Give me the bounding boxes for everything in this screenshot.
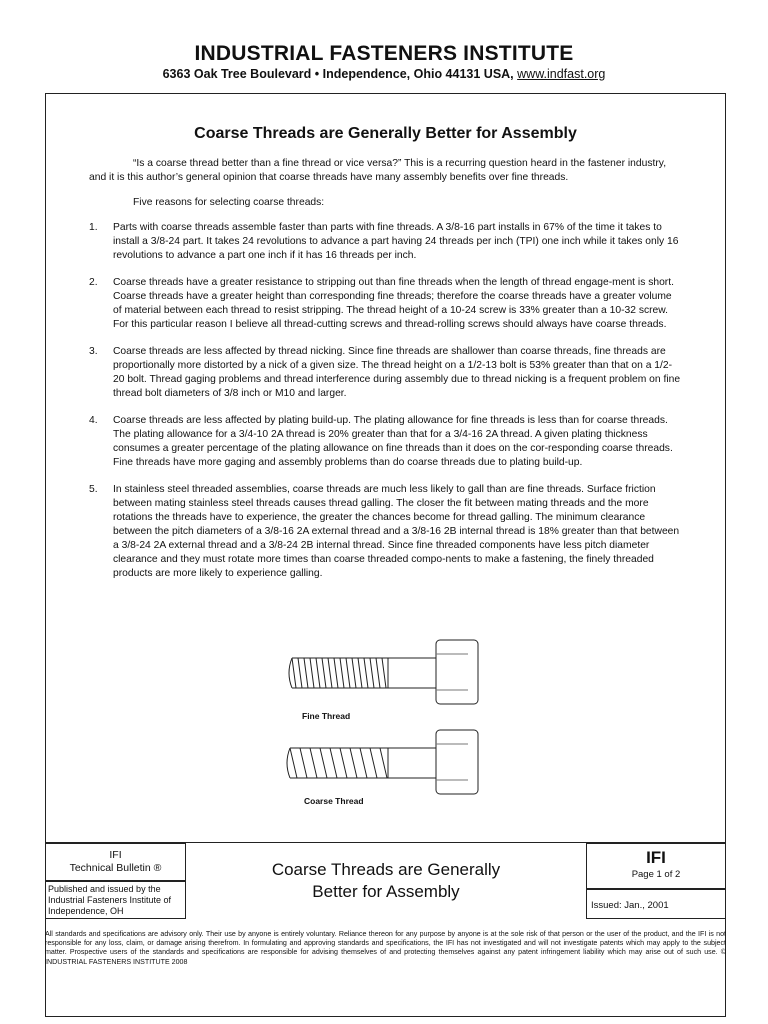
ifi-logo: IFI — [646, 848, 666, 867]
list-number: 4. — [89, 415, 98, 426]
list-text: Coarse threads have a greater resistance to stripping out than fine threads when the length of thread engage-ment is short. Coarse threads have a greater height than corresponding fine threads; therefore the coarse threads have a greater volume of material between each thread to resist stripping. The thread height of a 10-24 screw is 33% greater than a 10-32 screw. For this particular reason I believe all thread-cutting screws and thread-rolling screws should always have coarse threads. — [113, 277, 674, 330]
list-item — [89, 276, 681, 332]
ifi-label: IFI — [109, 849, 122, 861]
list-number: 3. — [89, 346, 98, 357]
footer-title-line1: Coarse Threads are Generally — [271, 860, 501, 879]
coarse-thread-screw — [287, 730, 478, 794]
list-number: 2. — [89, 277, 98, 288]
list-text: Coarse threads are less affected by plating build-up. The plating allowance for fine threads is less than for coarse threads. The plating allowance for a 3/4-10 2A thread is 20% greater than that for a 3/4-16 2A thread. A given plating thickness consumes a greater percentage of the plating allowance on fine threads than it does on the cor-responding coarse threads. Fine threads have more gaging and assembly problems than do coarse threads due to plating build-up. — [113, 415, 673, 468]
list-number: 1. — [89, 222, 98, 233]
fine-thread-screw — [289, 640, 478, 704]
list-item — [89, 221, 681, 263]
list-text: In stainless steel threaded assemblies, coarse threads are much less likely to gall than are fine threads. Surface friction between mating stainless steel threads causes thread galling. The closer the fit between mating threads and the more rotations the threads have to experience, the greater the chances become for thread galling. The minimum clearance between the pitch diameters of a 3/8-16 2A external thread and a 3/8-16 2B internal thread is 18% greater than that between a 3/8-24 2A external thread and a 3/8-24 2B internal thread. Since fine threaded components have less pitch diameter clearance and they must rotate more times than coarse threaded compo-nents to make a fastening, the finely threaded products are more likely to experience galling. — [113, 484, 680, 579]
article-body — [89, 157, 681, 594]
coarse-thread-caption: Coarse Thread — [304, 796, 364, 806]
intro-paragraph: “Is a coarse thread better than a fine thread or vice versa?” This is a recurring question heard in the fastener industry, and it is this author’s general opinion that coarse threads have many assembly benefits over fine threads. — [89, 158, 667, 183]
footer-title — [186, 843, 586, 919]
issued-date: Issued: Jan., 2001 — [586, 889, 726, 919]
disclaimer-text: All standards and specifications are advisory only. Their use by anyone is entirely voluntary. Reliance thereon for any purpose by anyone is at the sole risk of that person or the user of the product, and the IFI is not responsible for any loss, claim, or damage arising therefrom. In formulating and approving standards and specifications, the IFI has not investigated and will not investigate patents which may apply to the subject matter. Prospective users of the standards and specifications are responsible for advising themselves of and protecting themselves against any patent infringement liability which may arise out of such use. © INDUSTRIAL FASTENERS INSTITUTE 2008 — [45, 930, 726, 966]
list-item — [89, 414, 681, 470]
reasons-list — [89, 221, 681, 581]
footer-block — [45, 842, 726, 919]
list-number: 5. — [89, 484, 98, 495]
article-title: Coarse Threads are Generally Better for Assembly — [194, 125, 577, 142]
bulletin-label: Technical Bulletin ® — [69, 862, 162, 874]
publisher-box: Published and issued by the Industrial Fasteners Institute of Independence, OH — [45, 881, 186, 919]
fine-thread-caption: Fine Thread — [302, 711, 351, 721]
list-item — [89, 483, 681, 581]
list-item — [89, 345, 681, 401]
list-text: Parts with coarse threads assemble faster than parts with fine threads. A 3/8-16 part installs in 67% of the time it takes to install a 3/8-24 part. It takes 24 revolutions to advance a part having 24 threads per inch (TPI) one inch while it takes only 16 revolutions to advance a part one inch if it has 16 threads per inch. — [113, 222, 679, 261]
reasons-lead: Five reasons for selecting coarse threads: — [133, 197, 325, 208]
list-text: Coarse threads are less affected by thread nicking. Since fine threads are shallower than coarse threads, fine threads are proportionally more distorted by a nick of a given size. The thread height on a 1/2-13 bolt is 53% greater than that on a 1/2-20 bolt. Thread gaging problems and thread interference during assembly due to thread nicking is a frequent problem on fine thread bolt diameters of 3/8 inch or M10 and larger. — [113, 346, 681, 399]
footer-title-line2: Better for Assembly — [312, 882, 460, 901]
address-text: 6363 Oak Tree Boulevard • Independence, Ohio 44131 USA, — [162, 67, 518, 81]
thread-comparison-figure — [280, 630, 480, 820]
ifi-bulletin-box — [45, 843, 186, 881]
organization-name: INDUSTRIAL FASTENERS INSTITUTE — [194, 42, 574, 65]
page-number: Page 1 of 2 — [631, 869, 681, 880]
organization-address — [0, 67, 768, 81]
website-link[interactable]: www.indfast.org — [517, 67, 606, 81]
screw-illustration — [280, 630, 480, 820]
page-box — [586, 843, 726, 889]
